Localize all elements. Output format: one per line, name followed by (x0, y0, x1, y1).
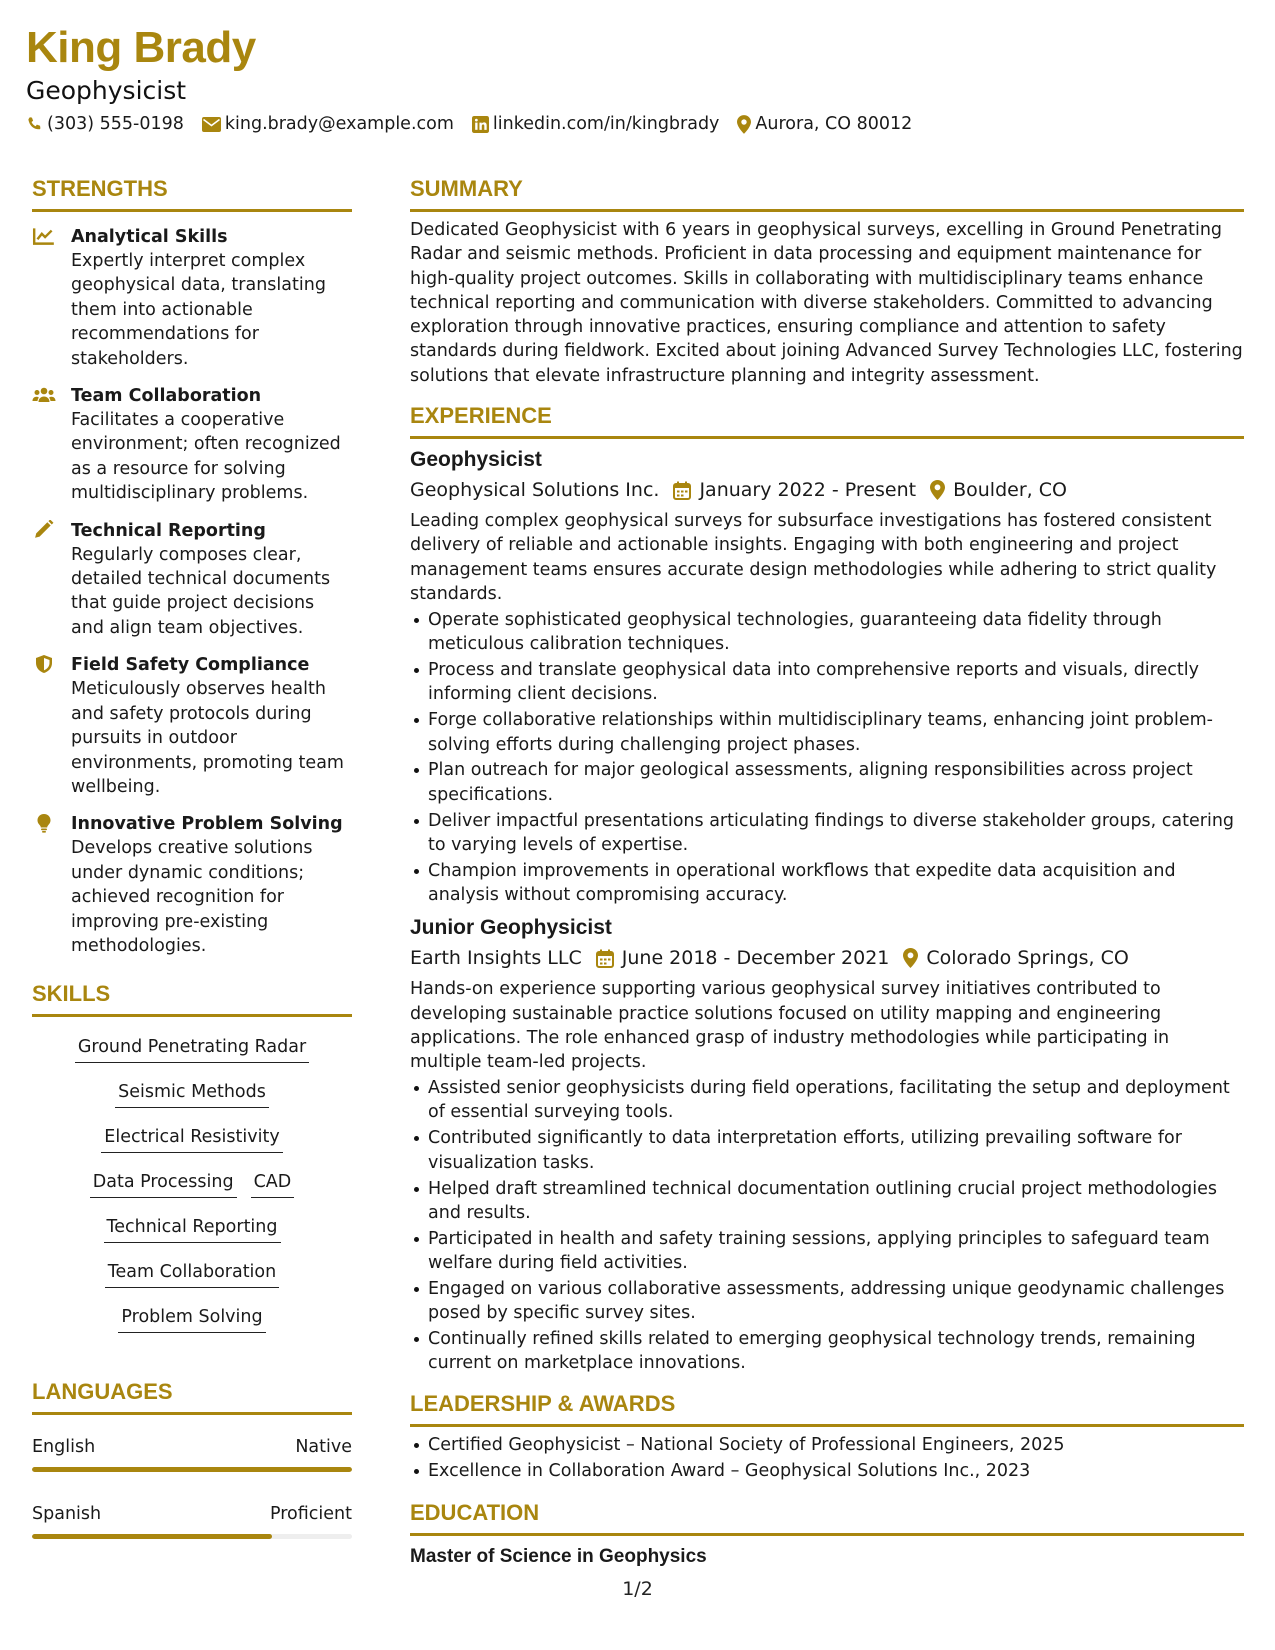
skill-tag: Seismic Methods (115, 1080, 269, 1108)
strength-item (32, 384, 352, 506)
map-marker-icon (737, 115, 751, 134)
summary-text: Dedicated Geophysicist with 6 years in geophysical surveys, excelling in Ground Penetrating Radar and seismic methods. Proficient in data processing and equipment maintenance for high-quality project outcomes. Skills in collaborating with multidisciplinary teams enhance technical reporting and communication with diverse stakeholders. Committed to advancing exploration through innovative practices, ensuring compliance and attention to safety standards during fieldwork. Excited about joining Advanced Survey Technologies LLC, fostering solutions that elevate infrastructure planning and integrity assessment. (410, 220, 1243, 386)
languages-heading: LANGUAGES (32, 1378, 352, 1415)
calendar-icon (673, 481, 691, 500)
email-link[interactable]: king.brady@example.com (224, 114, 454, 134)
skill-tag: Problem Solving (118, 1305, 265, 1333)
bullet-item: Continually refined skills related to emerging geophysical technology trends, remaining current on marketplace innovations. (428, 1327, 1244, 1376)
strength-desc: Facilitates a cooperative environment; often recognized as a resource for solving multidisciplinary problems. (71, 410, 341, 504)
linkedin-icon (472, 116, 489, 133)
experience-heading: EXPERIENCE (410, 402, 1244, 439)
job-meta (410, 477, 1244, 503)
bullet-item: Process and translate geophysical data into comprehensive reports and visuals, directly informing client decisions. (428, 658, 1244, 707)
strength-desc: Develops creative solutions under dynamic conditions; achieved recognition for improving pre-existing methodologies. (71, 838, 313, 956)
language-item (32, 1435, 352, 1472)
language-name: Spanish (32, 1504, 102, 1525)
job-entry (410, 915, 1244, 1375)
location-text: Colorado Springs, CO (926, 947, 1129, 970)
job-role: Geophysicist (26, 76, 187, 105)
company-name: Geophysical Solutions Inc. (410, 479, 660, 502)
job-dates (596, 945, 890, 971)
dates-text: January 2022 - Present (699, 479, 917, 502)
language-item (32, 1502, 352, 1539)
language-name: English (32, 1437, 96, 1458)
leadership-heading: LEADERSHIP & AWARDS (410, 1390, 1244, 1427)
job-location (930, 477, 1067, 503)
right-column (410, 175, 1244, 1568)
job-title: Geophysicist (410, 448, 542, 472)
chart-line-icon (32, 226, 56, 246)
users-icon (32, 385, 56, 405)
skill-tag: Technical Reporting (104, 1215, 281, 1243)
pencil-icon (32, 520, 56, 540)
left-column (32, 175, 352, 1539)
envelope-icon (202, 117, 221, 132)
strength-title: Team Collaboration (71, 386, 262, 407)
strength-item (32, 519, 352, 641)
bullet-item: Engaged on various collaborative assessments, addressing unique geodynamic challenges posed by specific survey sites. (428, 1277, 1244, 1326)
proficiency-fill (32, 1467, 352, 1472)
education-heading: EDUCATION (410, 1499, 1244, 1536)
strength-desc: Regularly composes clear, detailed technical documents that guide project decisions and align team objectives. (71, 544, 331, 638)
skill-tag: Ground Penetrating Radar (75, 1035, 309, 1063)
proficiency-fill (32, 1534, 272, 1539)
dates-text: June 2018 - December 2021 (621, 947, 890, 970)
job-location (903, 945, 1129, 971)
location-text: Boulder, CO (953, 479, 1067, 502)
bullet-item: Deliver impactful presentations articulating findings to diverse stakeholder groups, catering to varying levels of expertise. (428, 809, 1244, 858)
map-marker-icon (930, 480, 945, 500)
job-title: Junior Geophysicist (410, 916, 612, 940)
summary-heading: SUMMARY (410, 175, 1244, 212)
bullet-item: Assisted senior geophysicists during field operations, facilitating the setup and deployment of essential surveying tools. (428, 1076, 1244, 1125)
strength-title: Innovative Problem Solving (71, 814, 343, 835)
job-bullets (410, 608, 1244, 908)
award-item: Excellence in Collaboration Award – Geophysical Solutions Inc., 2023 (428, 1459, 1244, 1483)
strength-desc: Meticulously observes health and safety protocols during pursuits in outdoor environments, promoting team wellbeing. (71, 679, 344, 797)
page-indicator: 1/2 (622, 1578, 653, 1600)
contact-email[interactable] (202, 113, 454, 135)
degree-title: Master of Science in Geophysics (410, 1545, 707, 1567)
strength-title: Field Safety Compliance (71, 655, 310, 676)
awards-list (410, 1433, 1244, 1483)
phone-icon (26, 116, 43, 133)
bullet-item: Forge collaborative relationships within multidisciplinary teams, enhancing joint problem-solving efforts during challenging project phases. (428, 708, 1244, 757)
skills-list (32, 1035, 352, 1350)
language-level: Proficient (270, 1504, 352, 1525)
skill-tag: CAD (251, 1170, 295, 1198)
proficiency-bar (32, 1467, 352, 1472)
skills-heading: SKILLS (32, 980, 352, 1017)
skill-tag: Electrical Resistivity (101, 1125, 282, 1153)
strength-item (32, 225, 352, 371)
bullet-item: Plan outreach for major geological assessments, aligning responsibilities across project specifications. (428, 758, 1244, 807)
contact-phone (26, 113, 184, 135)
strength-item (32, 653, 352, 799)
language-level: Native (295, 1437, 352, 1458)
shield-icon (32, 654, 56, 674)
bullet-item: Contributed significantly to data interpretation efforts, utilizing prevailing software for visualization tasks. (428, 1126, 1244, 1175)
job-dates (673, 477, 916, 503)
award-item: Certified Geophysicist – National Society of Professional Engineers, 2025 (428, 1433, 1244, 1457)
skill-tag: Team Collaboration (105, 1260, 279, 1288)
bullet-item: Operate sophisticated geophysical technologies, guaranteeing data fidelity through meticulous calibration techniques. (428, 608, 1244, 657)
contact-bar (26, 113, 930, 135)
proficiency-bar (32, 1534, 352, 1539)
skill-tag: Data Processing (90, 1170, 237, 1198)
candidate-name: King Brady (26, 23, 256, 72)
job-meta (410, 945, 1244, 971)
strength-item (32, 812, 352, 958)
bullet-item: Participated in health and safety training sessions, applying principles to safeguard team welfare during field activities. (428, 1227, 1244, 1276)
job-description: Hands-on experience supporting various geophysical survey initiatives contributed to developing sustainable practice solutions focused on utility mapping and engineering applications. The role enhanced grasp of industry methodologies while participating in multiple team-led projects. (410, 979, 1170, 1073)
calendar-icon (596, 949, 614, 968)
contact-linkedin[interactable] (472, 113, 720, 135)
job-description: Leading complex geophysical surveys for subsurface investigations has fostered consistent delivery of reliable and actionable insights. Engaging with both engineering and project management teams ensures accurate design methodologies while adhering to strict quality standards. (410, 511, 1217, 604)
job-entry (410, 447, 1244, 907)
map-marker-icon (903, 948, 918, 968)
location-text: Aurora, CO 80012 (755, 114, 913, 134)
strength-title: Technical Reporting (71, 520, 266, 541)
strength-title: Analytical Skills (71, 227, 228, 247)
lightbulb-icon (32, 813, 56, 833)
company-name: Earth Insights LLC (410, 947, 582, 970)
linkedin-link[interactable]: linkedin.com/in/kingbrady (492, 114, 720, 134)
contact-location (737, 113, 912, 135)
job-bullets (410, 1076, 1244, 1376)
bullet-item: Helped draft streamlined technical documentation outlining crucial project methodologies and results. (428, 1177, 1244, 1226)
strength-desc: Expertly interpret complex geophysical data, translating them into actionable recommendations for stakeholders. (71, 251, 326, 369)
bullet-item: Champion improvements in operational workflows that expedite data acquisition and analysis without compromising accuracy. (428, 859, 1244, 908)
phone-text: (303) 555-0198 (47, 114, 184, 134)
strengths-heading: STRENGTHS (32, 175, 352, 212)
